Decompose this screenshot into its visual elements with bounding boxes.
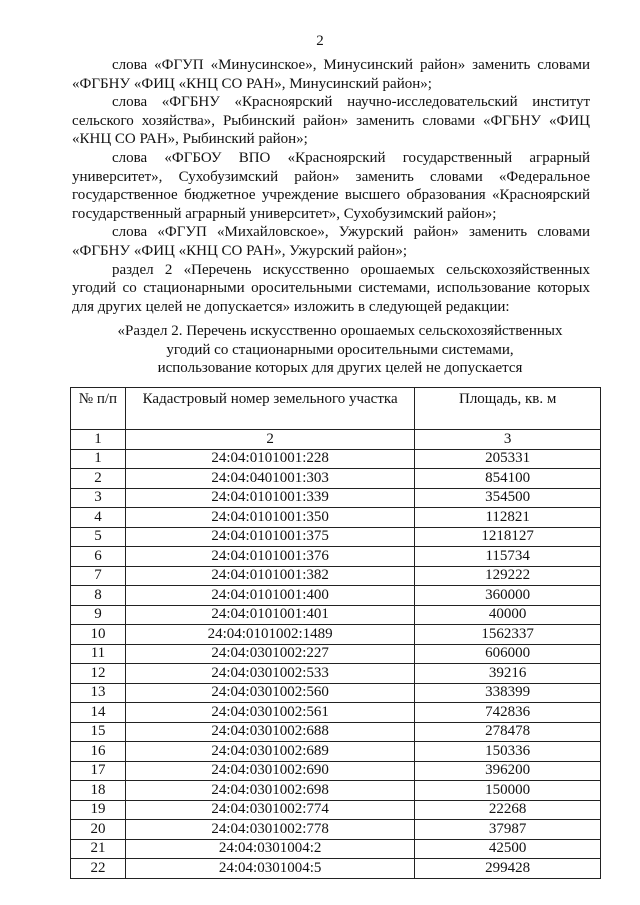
table-cell: 205331 <box>415 449 601 469</box>
table-cell: 5 <box>71 527 126 547</box>
table-cell: 11 <box>71 644 126 664</box>
table-cell: 3 <box>71 488 126 508</box>
table-header-row <box>71 388 601 430</box>
table-cell: 299428 <box>415 859 601 879</box>
table-cell: 9 <box>71 605 126 625</box>
table-row <box>71 625 601 645</box>
table-cell: 24:04:0301002:689 <box>125 742 414 762</box>
table-cell: 2 <box>71 469 126 489</box>
header-cadastral-number: Кадастровый номер земельного участка <box>125 388 414 430</box>
table-cell: 1218127 <box>415 527 601 547</box>
table-cell: 22268 <box>415 800 601 820</box>
table-row <box>71 722 601 742</box>
table-cell: 24:04:0301002:561 <box>125 703 414 723</box>
section-heading-line: угодий со стационарными оросительными системами, <box>166 341 514 358</box>
table-cell: 10 <box>71 625 126 645</box>
table-cell: 338399 <box>415 683 601 703</box>
table-row <box>71 488 601 508</box>
table-cell: 606000 <box>415 644 601 664</box>
table-cell: 8 <box>71 586 126 606</box>
table-cell: 24:04:0301002:688 <box>125 722 414 742</box>
table-cell: 6 <box>71 547 126 567</box>
section-heading-line: использование которых для других целей не допускается <box>157 360 523 377</box>
table-cell: 24:04:0101002:1489 <box>125 625 414 645</box>
table-row <box>71 761 601 781</box>
table-row <box>71 547 601 567</box>
table-cell: 24:04:0301002:533 <box>125 664 414 684</box>
table-row <box>71 586 601 606</box>
table-row <box>71 839 601 859</box>
paragraph-uzhursky: слова «ФГУП «Михайловское», Ужурский район» заменить словами «ФГБНУ «ФИЦ «КНЦ СО РАН», Ужурский район»; <box>72 224 590 259</box>
table-row <box>71 449 601 469</box>
table-cell: 24:04:0101001:376 <box>125 547 414 567</box>
table-cell: 24:04:0401001:303 <box>125 469 414 489</box>
table-row <box>71 742 601 762</box>
table-cell: 13 <box>71 683 126 703</box>
table-cell: 24:04:0301002:698 <box>125 781 414 801</box>
table-cell: 21 <box>71 839 126 859</box>
table-row <box>71 703 601 723</box>
table-cell: 115734 <box>415 547 601 567</box>
table-cell: 24:04:0101001:400 <box>125 586 414 606</box>
table-cell: 24:04:0101001:382 <box>125 566 414 586</box>
table-cell: 42500 <box>415 839 601 859</box>
table-cell: 4 <box>71 508 126 528</box>
table-cell: 19 <box>71 800 126 820</box>
table-row <box>71 605 601 625</box>
section-heading-line: «Раздел 2. Перечень искусственно орошаемых сельскохозяйственных <box>117 323 563 339</box>
table-cell: 24:04:0301002:560 <box>125 683 414 703</box>
table-cell: 20 <box>71 820 126 840</box>
table-cell: 17 <box>71 761 126 781</box>
table-row <box>71 820 601 840</box>
table-cell: 129222 <box>415 566 601 586</box>
table-row <box>71 800 601 820</box>
table-cell: 1 <box>71 449 126 469</box>
table-cell: 12 <box>71 664 126 684</box>
table-cell: 1 <box>71 430 126 450</box>
table-cell: 24:04:0101001:350 <box>125 508 414 528</box>
table-numbering-row <box>71 430 601 450</box>
page-number: 2 <box>316 33 324 49</box>
header-number: № п/п <box>71 388 126 430</box>
table-cell: 396200 <box>415 761 601 781</box>
table-cell: 360000 <box>415 586 601 606</box>
table-body <box>71 430 601 879</box>
table-cell: 742836 <box>415 703 601 723</box>
table-cell: 37987 <box>415 820 601 840</box>
paragraph-minusinsky: слова «ФГУП «Минусинское», Минусинский район» заменить словами «ФГБНУ «ФИЦ «КНЦ СО РАН», Минусинский район»; <box>72 57 590 92</box>
table-cell: 7 <box>71 566 126 586</box>
table-row <box>71 527 601 547</box>
table-cell: 22 <box>71 859 126 879</box>
table-cell: 24:04:0301004:2 <box>125 839 414 859</box>
table-row <box>71 508 601 528</box>
table-row <box>71 566 601 586</box>
table-cell: 278478 <box>415 722 601 742</box>
table-cell: 15 <box>71 722 126 742</box>
table-cell: 3 <box>415 430 601 450</box>
table-cell: 24:04:0301002:774 <box>125 800 414 820</box>
table-cell: 24:04:0101001:339 <box>125 488 414 508</box>
table-cell: 39216 <box>415 664 601 684</box>
table-row <box>71 683 601 703</box>
table-cell: 24:04:0301002:778 <box>125 820 414 840</box>
table-cell: 24:04:0301002:227 <box>125 644 414 664</box>
table-row <box>71 859 601 879</box>
table-row <box>71 664 601 684</box>
table-cell: 24:04:0101001:375 <box>125 527 414 547</box>
table-row <box>71 781 601 801</box>
paragraph-section-2: раздел 2 «Перечень искусственно орошаемых сельскохозяйственных угодий со стационарными оросительными системами, использование которых для других целей не допускается» изложить в следующей редакции: <box>72 261 590 315</box>
table-cell: 354500 <box>415 488 601 508</box>
table-cell: 14 <box>71 703 126 723</box>
table-cell: 16 <box>71 742 126 762</box>
table-cell: 112821 <box>415 508 601 528</box>
table-cell: 24:04:0101001:401 <box>125 605 414 625</box>
table-cell: 24:04:0101001:228 <box>125 449 414 469</box>
paragraph-rybinsky: слова «ФГБНУ «Красноярский научно-исследовательский институт сельского хозяйства», Рыбинский район» заменить словами «ФГБНУ «ФИЦ «КНЦ СО РАН», Рыбинский район»; <box>72 94 590 148</box>
table-cell: 2 <box>125 430 414 450</box>
table-cell: 150000 <box>415 781 601 801</box>
document-body <box>72 56 590 316</box>
table-row <box>71 469 601 489</box>
table-row <box>71 644 601 664</box>
table-cell: 1562337 <box>415 625 601 645</box>
table-cell: 40000 <box>415 605 601 625</box>
table-cell: 24:04:0301004:5 <box>125 859 414 879</box>
table-cell: 18 <box>71 781 126 801</box>
table-cell: 854100 <box>415 469 601 489</box>
table-cell: 24:04:0301002:690 <box>125 761 414 781</box>
paragraph-sukhobuzimsky: слова «ФГБОУ ВПО «Красноярский государственный аграрный университет», Сухобузимский район» заменить словами «Федеральное государственное бюджетное учреждение высшего образования «Красноярский государственный аграрный университет», Сухобузимский район»; <box>72 149 590 222</box>
section-heading <box>90 322 590 378</box>
land-plots-table <box>70 387 601 879</box>
header-area: Площадь, кв. м <box>415 388 601 430</box>
table-cell: 150336 <box>415 742 601 762</box>
